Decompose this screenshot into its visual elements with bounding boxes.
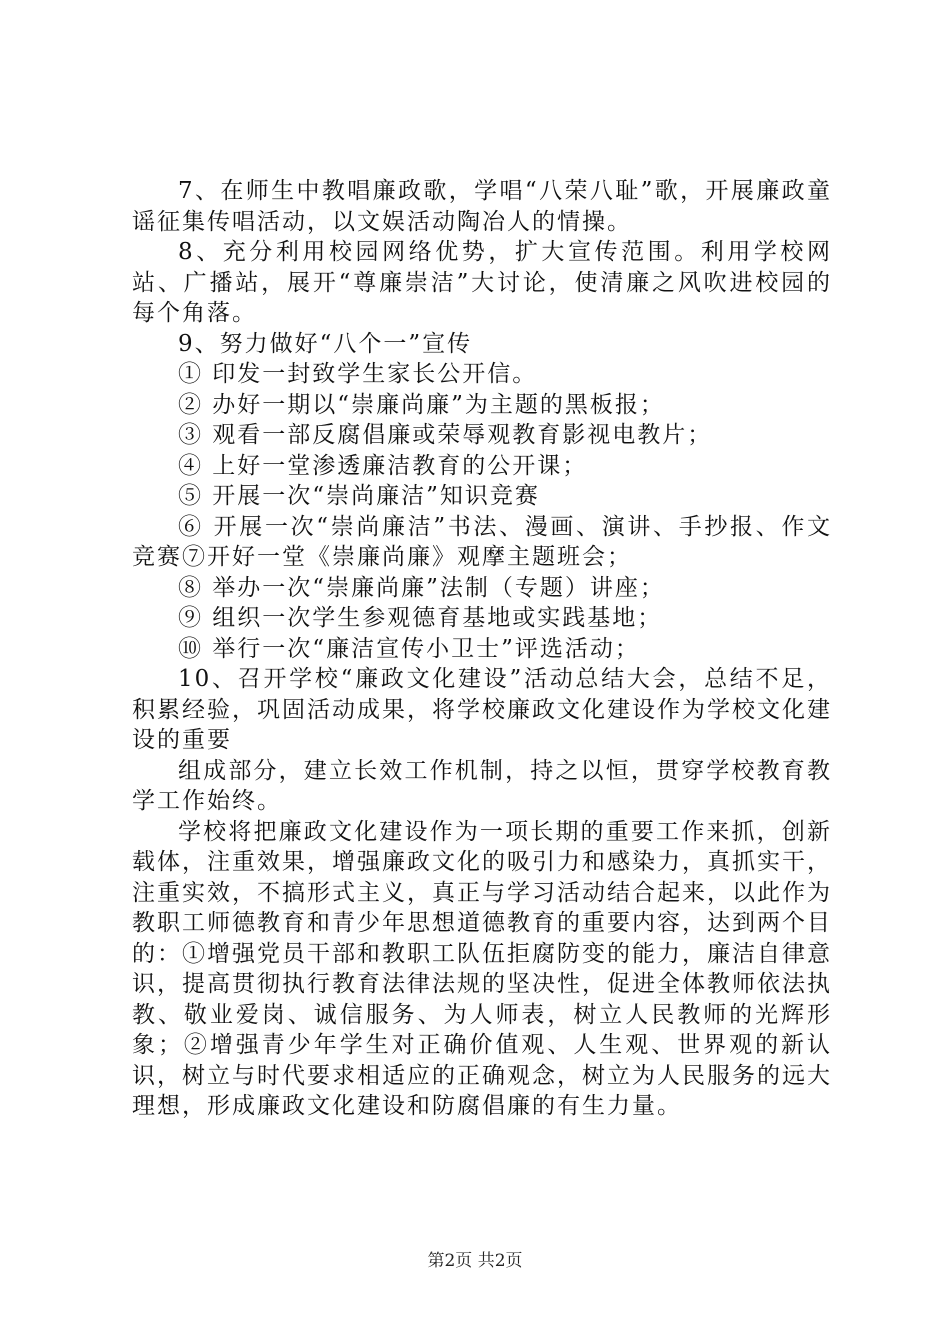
list-item-6-7: ⑥ 开展一次“崇尚廉洁”书法、漫画、演讲、手抄报、作文竞赛⑦开好一堂《崇廉尚廉》观摩主题班会； xyxy=(132,513,832,570)
list-item-8: ⑧ 举办一次“崇廉尚廉”法制（专题）讲座； xyxy=(178,574,665,601)
paragraph-summary: 学校将把廉政文化建设作为一项长期的重要工作来抓，创新载体，注重效果，增强廉政文化的吸引力和感染力，真抓实干，注重实效，不搞形式主义，真正与学习活动结合起来，以此作为教职工师德教育和青少年思想道德教育的重要内容，达到两个目的：①增强党员干部和教职工队伍拒腐防变的能力，廉洁自律意识，提高贯彻执行教育法律法规的坚决性，促进全体教师依法执教、敬业爱岗、诚信服务、为人师表，树立人民教师的光辉形象；②增强青少年学生对正确价值观、人生观、世界观的新认识，树立与时代要求相适应的正确观念，树立为人民服务的远大理想，形成廉政文化建设和防腐倡廉的有生力量。 xyxy=(132,818,832,1119)
list-item-5: ⑤ 开展一次“崇尚廉洁”知识竞赛 xyxy=(178,483,540,509)
paragraph-item-9: 9、努力做好“八个一”宣传 xyxy=(178,330,473,357)
list-item-1: ① 印发一封致学生家长公开信。 xyxy=(178,361,538,387)
document-body xyxy=(132,176,832,1122)
list-item-2: ② 办好一期以“崇廉尚廉”为主题的黑板报； xyxy=(178,391,665,418)
list-item-9: ⑨ 组织一次学生参观德育基地或实践基地； xyxy=(178,605,663,631)
list-item-3: ③ 观看一部反腐倡廉或荣辱观教育影视电教片； xyxy=(178,422,713,448)
list-item-4: ④ 上好一堂渗透廉洁教育的公开课； xyxy=(178,452,588,479)
paragraph-item-10: 10、召开学校“廉政文化建设”活动总结大会，总结不足，积累经验，巩固活动成果，将学校廉政文化建设作为学校文化建设的重要 xyxy=(132,666,832,753)
paragraph-item-8: 8、充分利用校园网络优势，扩大宣传范围。利用学校网站、广播站，展开“尊廉崇洁”大讨论，使清廉之风吹进校园的每个角落。 xyxy=(132,239,832,326)
paragraph-continuation: 组成部分，建立长效工作机制，持之以恒，贯穿学校教育教学工作始终。 xyxy=(132,757,832,814)
page-number-footer: 第2页 共2页 xyxy=(427,1251,523,1271)
paragraph-item-7: 7、在师生中教唱廉政歌，学唱“八荣八耻”歌，开展廉政童谣征集传唱活动，以文娱活动陶冶人的情操。 xyxy=(132,178,832,235)
list-item-10: ⑩ 举行一次“廉洁宣传小卫士”评选活动； xyxy=(178,635,640,662)
